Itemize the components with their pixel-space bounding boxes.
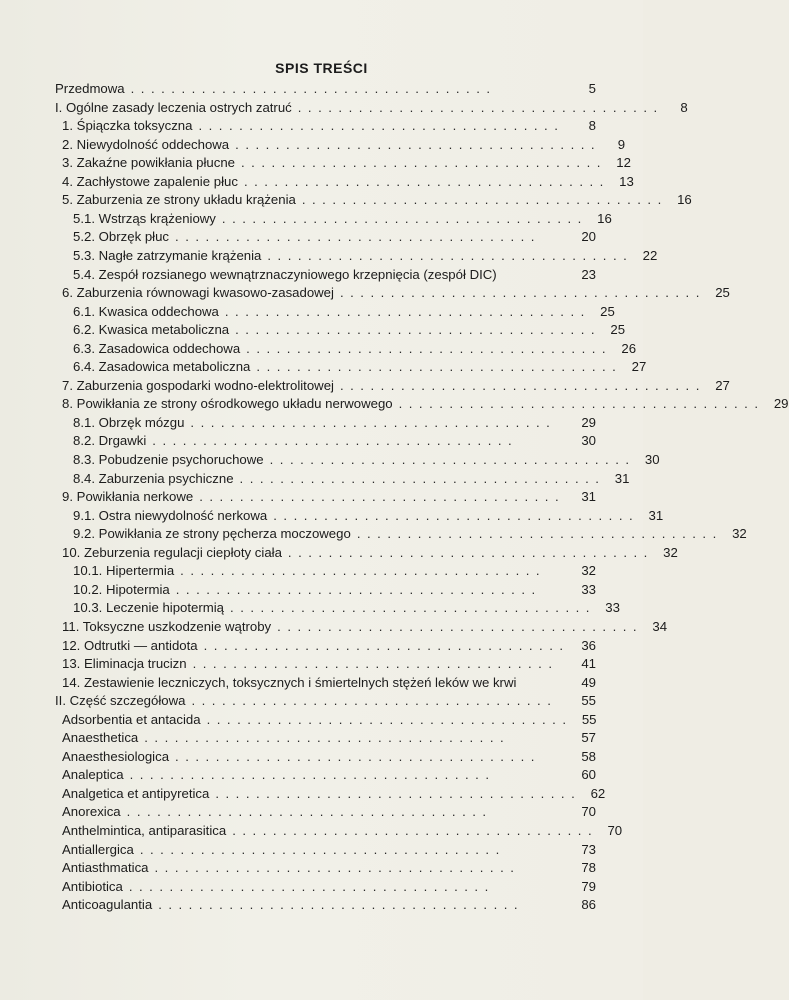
toc-entry — [73, 507, 664, 525]
toc-entry — [55, 692, 596, 710]
toc-entry-page: 8 — [680, 99, 688, 115]
toc-leader-dots: .................................... — [175, 748, 541, 764]
toc-leader-dots: .................................... — [269, 452, 636, 467]
toc-entry-page: 58 — [581, 748, 596, 764]
toc-leader-dots: .................................... — [215, 785, 582, 801]
toc-entry-label: Analgetica et antipyretica — [62, 785, 210, 801]
toc-entry-page: 23 — [581, 266, 596, 282]
toc-entry-page: 27 — [715, 377, 730, 393]
toc-entry-page: 16 — [597, 210, 612, 226]
toc-entry-page: 29 — [581, 414, 596, 430]
toc-leader-dots: .................................... — [198, 118, 565, 134]
toc-entry — [73, 432, 596, 450]
toc-entry-page: 27 — [631, 359, 647, 375]
toc-entry-label: 5.4. Zespół rozsianego wewnątrznaczyniowego krzepnięcia (zespół DIC) — [73, 266, 497, 282]
toc-entry — [62, 674, 596, 692]
toc-entry-label: 5.1. Wstrząs krążeniowy — [73, 210, 216, 226]
toc-entry-label: 6.4. Zasadowica metaboliczna — [73, 359, 251, 375]
toc-entry — [62, 803, 596, 821]
toc-entry-page: 8 — [588, 118, 596, 134]
toc-entry-page: 33 — [581, 581, 596, 597]
toc-entry-label: 6. Zaburzenia równowagi kwasowo-zasadowej — [62, 285, 334, 301]
toc-entry — [73, 358, 647, 376]
toc-entry — [62, 711, 596, 729]
toc-entry-label: Anaesthetica — [62, 730, 139, 746]
toc-entry-page: 25 — [600, 303, 615, 319]
toc-entry-page: 13 — [619, 173, 634, 189]
toc-entry — [62, 136, 626, 154]
toc-leader-dots: .................................... — [356, 526, 723, 542]
toc-leader-dots: .................................... — [158, 897, 525, 913]
toc-entry-label: 7. Zaburzenia gospodarki wodno-elektrolitowej — [62, 377, 334, 393]
toc-entry — [62, 655, 596, 673]
toc-entry-page: 57 — [581, 730, 596, 746]
toc-entry-label: 8.1. Obrzęk mózgu — [73, 414, 185, 430]
toc-leader-dots: .................................... — [224, 303, 591, 319]
toc-entry — [62, 488, 596, 506]
toc-entry — [62, 637, 596, 655]
toc-leader-dots: .................................... — [128, 878, 495, 894]
toc-entry-page: 31 — [614, 470, 630, 486]
toc-entry-label: 2. Niewydolność oddechowa — [62, 136, 230, 152]
toc-entry — [73, 581, 596, 599]
toc-entry — [73, 470, 630, 488]
toc-entry-page: 20 — [581, 229, 596, 245]
toc-entry — [73, 451, 660, 469]
toc-entry — [62, 729, 596, 747]
toc-entry-page: 34 — [652, 618, 668, 634]
toc-entry-label: 10. Zeburzenia regulacji ciepłoty ciała — [62, 544, 282, 560]
toc-entry — [62, 822, 623, 840]
toc-leader-dots: .................................... — [287, 544, 654, 560]
toc-leader-dots: .................................... — [221, 210, 588, 226]
toc-leader-dots: .................................... — [243, 173, 610, 189]
toc-entry-label: 5.2. Obrzęk płuc — [73, 229, 170, 245]
toc-leader-dots: .................................... — [203, 637, 570, 653]
toc-entry-page: 41 — [581, 656, 596, 672]
toc-entry — [62, 841, 596, 859]
toc-leader-dots: .................................... — [154, 860, 521, 876]
toc-leader-dots: .................................... — [241, 155, 607, 171]
toc-entry-page: 26 — [621, 340, 637, 356]
toc-leader-dots: .................................... — [126, 804, 493, 820]
toc-entry — [62, 859, 596, 877]
toc-entry-page: 12 — [616, 155, 631, 171]
toc-entry-page: 31 — [581, 489, 596, 505]
toc-entry-page: 33 — [605, 600, 620, 616]
toc-entry-page: 55 — [581, 693, 596, 709]
toc-entry-page: 62 — [590, 785, 606, 801]
toc-entry — [62, 191, 692, 209]
toc-entry-label: II. Część szczegółowa — [55, 693, 186, 709]
toc-leader-dots: .................................... — [206, 711, 573, 727]
toc-entry — [62, 748, 596, 766]
toc-entry-page: 60 — [581, 767, 596, 783]
toc-entry — [62, 544, 678, 562]
toc-entry-page: 22 — [642, 247, 658, 263]
toc-entry-label: 13. Eliminacja trucizn — [62, 656, 187, 672]
toc-leader-dots: .................................... — [239, 470, 606, 486]
toc-entry — [55, 80, 596, 98]
toc-entry — [62, 896, 596, 914]
toc-entry-page: 73 — [581, 841, 596, 857]
toc-entry — [62, 395, 789, 413]
toc-entry-label: Anorexica — [62, 804, 121, 820]
toc-leader-dots: .................................... — [235, 322, 602, 338]
toc-entry-label: 8.4. Zaburzenia psychiczne — [73, 470, 234, 486]
toc-entry-label: 14. Zestawienie leczniczych, toksycznych i śmiertelnych stężeń leków we krwi — [62, 674, 517, 690]
toc-entry-page: 32 — [581, 563, 596, 579]
toc-entry-label: Analeptica — [62, 767, 124, 783]
toc-entry-page: 70 — [581, 804, 596, 820]
toc-entry-label: 3. Zakaźne powikłania płucne — [62, 155, 236, 171]
toc-entry — [62, 377, 730, 395]
toc-leader-dots: .................................... — [339, 285, 706, 301]
toc-entry-page: 70 — [607, 823, 623, 838]
toc-entry — [73, 210, 612, 228]
toc-entry — [73, 525, 747, 543]
toc-entry-label: I. Ogólne zasady leczenia ostrych zatruć — [55, 99, 292, 115]
toc-leader-dots: .................................... — [192, 656, 559, 672]
toc-entry-page: 9 — [617, 136, 626, 152]
toc-entry-label: Antiasthmatica — [62, 860, 149, 876]
toc-entry — [62, 618, 668, 636]
toc-entry — [62, 284, 730, 302]
toc-entry — [73, 303, 615, 321]
toc-entry-page: 29 — [773, 396, 789, 412]
toc-entry-label: 9.2. Powikłania ze strony pęcherza moczowego — [73, 526, 351, 542]
toc-entry — [73, 340, 637, 358]
toc-entry-label: 4. Zachłystowe zapalenie płuc — [62, 173, 238, 189]
toc-entry — [62, 878, 596, 896]
toc-entry-label: 1. Śpiączka toksyczna — [62, 118, 193, 134]
toc-entry-label: 9. Powikłania nerkowe — [62, 489, 194, 505]
toc-entry-page: 36 — [581, 637, 596, 653]
toc-entry-page: 32 — [663, 544, 678, 560]
toc-leader-dots: .................................... — [273, 507, 640, 523]
toc-entry — [62, 785, 606, 803]
toc-entry — [73, 321, 626, 339]
page-title: SPIS TREŚCI — [275, 60, 368, 76]
toc-leader-dots: .................................... — [191, 693, 558, 709]
toc-leader-dots: .................................... — [180, 563, 547, 579]
toc-leader-dots: .................................... — [246, 340, 613, 356]
toc-entry-page: 25 — [610, 322, 626, 338]
toc-entry-label: 5.3. Nagłe zatrzymanie krążenia — [73, 247, 262, 263]
toc-leader-dots: .................................... — [130, 81, 497, 96]
toc-entry-page: 25 — [715, 285, 730, 301]
toc-entry — [55, 99, 688, 117]
toc-entry — [62, 173, 634, 191]
toc-entry-label: 11. Toksyczne uszkodzenie wątroby — [62, 618, 272, 634]
toc-leader-dots: .................................... — [175, 581, 542, 597]
toc-entry-label: Antibiotica — [62, 878, 123, 894]
toc-entry-label: Anaesthesiologica — [62, 748, 170, 764]
toc-entry — [73, 599, 620, 617]
toc-entry — [62, 154, 631, 172]
toc-leader-dots: .................................... — [129, 767, 496, 783]
toc-entry-page: 16 — [677, 192, 692, 208]
toc-entry-label: 8.2. Drgawki — [73, 433, 147, 449]
toc-entry-page: 32 — [732, 526, 747, 542]
toc-leader-dots: .................................... — [230, 600, 596, 616]
toc-entry-page: 5 — [588, 81, 596, 96]
toc-entry-label: 8.3. Pobudzenie psychoruchowe — [73, 452, 264, 467]
toc-entry-label: Anthelmintica, antiparasitica — [62, 823, 227, 838]
toc-entry — [73, 562, 596, 580]
toc-leader-dots: .................................... — [297, 99, 664, 115]
toc-entry-label: 8. Powikłania ze strony ośrodkowego układu nerwowego — [62, 396, 393, 412]
toc-leader-dots: .................................... — [267, 247, 634, 263]
toc-entry — [62, 117, 596, 135]
toc-leader-dots: .................................... — [175, 229, 541, 245]
toc-leader-dots: .................................... — [398, 396, 765, 412]
toc-entry-page: 30 — [581, 433, 596, 449]
toc-entry-label: 6.3. Zasadowica oddechowa — [73, 340, 241, 356]
toc-entry-label: 10.2. Hipotermia — [73, 581, 170, 597]
toc-entry-label: 6.2. Kwasica metaboliczna — [73, 322, 230, 338]
toc-entry-page: 78 — [581, 860, 596, 876]
toc-entry — [62, 766, 596, 784]
toc-entry — [73, 266, 596, 284]
toc-entry-page: 49 — [581, 674, 596, 690]
toc-entry-page: 79 — [581, 878, 596, 894]
toc-entry-label: 10.1. Hipertermia — [73, 563, 175, 579]
toc-leader-dots: .................................... — [277, 618, 644, 634]
toc-entry-page: 55 — [581, 711, 597, 727]
toc-entry-label: Anticoagulantia — [62, 897, 153, 913]
toc-leader-dots: .................................... — [256, 359, 623, 375]
toc-entry-page: 30 — [644, 452, 660, 467]
toc-leader-dots: .................................... — [199, 489, 566, 505]
toc-leader-dots: .................................... — [152, 433, 519, 449]
toc-entry-page: 86 — [581, 897, 596, 913]
toc-entry-label: 5. Zaburzenia ze strony układu krążenia — [62, 192, 296, 208]
toc-leader-dots: .................................... — [139, 841, 506, 857]
toc-leader-dots: .................................... — [232, 823, 599, 838]
toc-entry-label: 10.3. Leczenie hipotermią — [73, 600, 225, 616]
toc-entry — [73, 247, 658, 265]
toc-leader-dots: .................................... — [235, 136, 602, 152]
toc-leader-dots: .................................... — [339, 377, 706, 393]
toc-entry-page: 31 — [648, 507, 664, 523]
toc-entry-label: Adsorbentia et antacida — [62, 711, 201, 727]
toc-entry-label: 12. Odtrutki — antidota — [62, 637, 198, 653]
toc-leader-dots: .................................... — [190, 414, 557, 430]
toc-entry — [73, 414, 596, 432]
toc-entry-label: 6.1. Kwasica oddechowa — [73, 303, 219, 319]
toc-entry-label: 9.1. Ostra niewydolność nerkowa — [73, 507, 268, 523]
toc-entry-label: Antiallergica — [62, 841, 134, 857]
toc-leader-dots: .................................... — [301, 192, 668, 208]
toc-entry-label: Przedmowa — [55, 81, 125, 96]
toc-entry — [73, 228, 596, 246]
toc-leader-dots: .................................... — [144, 730, 511, 746]
